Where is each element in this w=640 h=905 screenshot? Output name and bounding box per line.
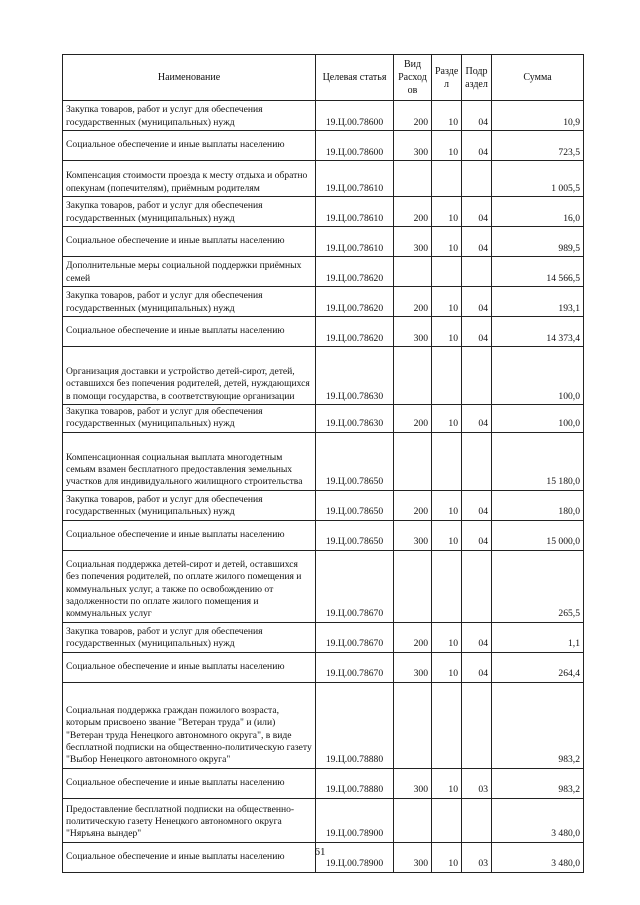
row-target-article: 19.Ц.00.78620 xyxy=(316,257,394,287)
row-name: Закупка товаров, работ и услуг для обеспечения государственных (муниципальных) нужд xyxy=(63,405,316,433)
row-target-article: 19.Ц.00.78650 xyxy=(316,490,394,520)
row-name: Закупка товаров, работ и услуг для обеспечения государственных (муниципальных) нужд xyxy=(63,101,316,131)
table-row xyxy=(63,550,584,622)
row-target-article: 19.Ц.00.78610 xyxy=(316,161,394,197)
table-body xyxy=(63,101,584,873)
row-name: Социальное обеспечение и иные выплаты населению xyxy=(63,842,316,872)
row-subsection: 04 xyxy=(462,317,492,347)
row-subsection xyxy=(462,682,492,768)
row-target-article: 19.Ц.00.78670 xyxy=(316,622,394,652)
row-expense-type: 300 xyxy=(394,227,432,257)
row-expense-type: 300 xyxy=(394,317,432,347)
row-subsection xyxy=(462,432,492,490)
table-row xyxy=(63,197,584,227)
budget-table xyxy=(62,54,584,873)
row-expense-type: 300 xyxy=(394,768,432,798)
table-header-row xyxy=(63,55,584,101)
header-target-article: Целевая статья xyxy=(316,55,394,101)
row-expense-type xyxy=(394,550,432,622)
table-row xyxy=(63,520,584,550)
row-subsection: 04 xyxy=(462,197,492,227)
row-sum: 100,0 xyxy=(492,405,584,433)
row-target-article: 19.Ц.00.78620 xyxy=(316,287,394,317)
row-target-article: 19.Ц.00.78650 xyxy=(316,432,394,490)
row-sum: 989,5 xyxy=(492,227,584,257)
row-expense-type: 200 xyxy=(394,101,432,131)
row-subsection: 04 xyxy=(462,490,492,520)
row-section: 10 xyxy=(432,490,462,520)
row-expense-type xyxy=(394,682,432,768)
table-row xyxy=(63,768,584,798)
row-section: 10 xyxy=(432,652,462,682)
row-subsection: 03 xyxy=(462,842,492,872)
row-sum: 14 566,5 xyxy=(492,257,584,287)
row-section: 10 xyxy=(432,842,462,872)
header-subsection: Подр аздел xyxy=(462,55,492,101)
row-section: 10 xyxy=(432,131,462,161)
header-sum: Сумма xyxy=(492,55,584,101)
row-subsection xyxy=(462,550,492,622)
row-name: Предоставление бесплатной подписки на общественно-политическую газету Ненецкого автономного округа "Няръяна вындер" xyxy=(63,798,316,842)
row-expense-type: 200 xyxy=(394,197,432,227)
header-section: Разде л xyxy=(432,55,462,101)
row-sum: 3 480,0 xyxy=(492,798,584,842)
row-name: Компенсация стоимости проезда к месту отдыха и обратно опекунам (попечителям), приёмным родителям xyxy=(63,161,316,197)
row-target-article: 19.Ц.00.78610 xyxy=(316,197,394,227)
row-expense-type xyxy=(394,257,432,287)
row-subsection: 04 xyxy=(462,287,492,317)
row-target-article: 19.Ц.00.78630 xyxy=(316,347,394,405)
row-name: Организация доставки и устройство детей-сирот, детей, оставшихся без попечения родителей, детей, нуждающихся в помощи государства, в соответствующие организации xyxy=(63,347,316,405)
row-name: Закупка товаров, работ и услуг для обеспечения государственных (муниципальных) нужд xyxy=(63,490,316,520)
row-section: 10 xyxy=(432,197,462,227)
row-expense-type: 300 xyxy=(394,652,432,682)
row-name: Социальное обеспечение и иные выплаты населению xyxy=(63,131,316,161)
row-section xyxy=(432,347,462,405)
row-section xyxy=(432,550,462,622)
row-expense-type: 300 xyxy=(394,131,432,161)
row-name: Социальное обеспечение и иные выплаты населению xyxy=(63,317,316,347)
row-target-article: 19.Ц.00.78610 xyxy=(316,227,394,257)
table-row xyxy=(63,257,584,287)
table-row xyxy=(63,405,584,433)
row-sum: 100,0 xyxy=(492,347,584,405)
row-subsection: 04 xyxy=(462,652,492,682)
row-subsection xyxy=(462,161,492,197)
row-sum: 193,1 xyxy=(492,287,584,317)
row-subsection: 04 xyxy=(462,520,492,550)
table-row xyxy=(63,682,584,768)
page-number: 61 xyxy=(314,846,326,858)
table-row xyxy=(63,652,584,682)
row-expense-type xyxy=(394,432,432,490)
row-sum: 10,9 xyxy=(492,101,584,131)
row-target-article: 19.Ц.00.78670 xyxy=(316,652,394,682)
row-section: 10 xyxy=(432,287,462,317)
row-section: 10 xyxy=(432,520,462,550)
row-target-article: 19.Ц.00.78880 xyxy=(316,768,394,798)
row-expense-type: 300 xyxy=(394,520,432,550)
row-expense-type: 200 xyxy=(394,490,432,520)
row-expense-type: 200 xyxy=(394,287,432,317)
row-expense-type: 200 xyxy=(394,622,432,652)
header-name: Наименование xyxy=(63,55,316,101)
row-target-article: 19.Ц.00.78670 xyxy=(316,550,394,622)
row-sum: 180,0 xyxy=(492,490,584,520)
row-subsection: 04 xyxy=(462,405,492,433)
row-subsection xyxy=(462,798,492,842)
row-target-article: 19.Ц.00.78900 xyxy=(316,798,394,842)
row-name: Социальная поддержка детей-сирот и детей, оставшихся без попечения родителей, по оплате жилого помещения и коммунальных услуг, а также по освобождению от задолженности по оплате жилого помещения и коммунальных услуг xyxy=(63,550,316,622)
table-row xyxy=(63,161,584,197)
row-sum: 15 180,0 xyxy=(492,432,584,490)
table-row xyxy=(63,490,584,520)
row-name: Социальное обеспечение и иные выплаты населению xyxy=(63,227,316,257)
row-section: 10 xyxy=(432,768,462,798)
row-sum: 1,1 xyxy=(492,622,584,652)
row-name: Закупка товаров, работ и услуг для обеспечения государственных (муниципальных) нужд xyxy=(63,287,316,317)
row-section xyxy=(432,161,462,197)
row-section: 10 xyxy=(432,227,462,257)
row-subsection xyxy=(462,347,492,405)
row-sum: 16,0 xyxy=(492,197,584,227)
row-name: Закупка товаров, работ и услуг для обеспечения государственных (муниципальных) нужд xyxy=(63,197,316,227)
row-subsection: 04 xyxy=(462,101,492,131)
row-target-article: 19.Ц.00.78650 xyxy=(316,520,394,550)
row-sum: 15 000,0 xyxy=(492,520,584,550)
table-row xyxy=(63,101,584,131)
row-section xyxy=(432,432,462,490)
row-name: Дополнительные меры социальной поддержки приёмных семей xyxy=(63,257,316,287)
row-section xyxy=(432,257,462,287)
row-sum: 14 373,4 xyxy=(492,317,584,347)
row-section: 10 xyxy=(432,622,462,652)
row-subsection: 03 xyxy=(462,768,492,798)
row-name: Компенсационная социальная выплата многодетным семьям взамен бесплатного предоставления земельных участков для индивидуального жилищного строительства xyxy=(63,432,316,490)
row-target-article: 19.Ц.00.78880 xyxy=(316,682,394,768)
row-name: Социальное обеспечение и иные выплаты населению xyxy=(63,652,316,682)
row-subsection: 04 xyxy=(462,227,492,257)
table-row xyxy=(63,131,584,161)
row-name: Социальное обеспечение и иные выплаты населению xyxy=(63,768,316,798)
row-name: Социальное обеспечение и иные выплаты населению xyxy=(63,520,316,550)
budget-table-container xyxy=(62,54,583,873)
table-row xyxy=(63,227,584,257)
row-expense-type xyxy=(394,161,432,197)
row-target-article: 19.Ц.00.78630 xyxy=(316,405,394,433)
row-sum: 264,4 xyxy=(492,652,584,682)
row-section xyxy=(432,798,462,842)
row-name: Закупка товаров, работ и услуг для обеспечения государственных (муниципальных) нужд xyxy=(63,622,316,652)
row-sum: 983,2 xyxy=(492,682,584,768)
row-target-article: 19.Ц.00.78900 xyxy=(316,842,394,872)
table-row xyxy=(63,798,584,842)
row-subsection: 04 xyxy=(462,131,492,161)
row-section: 10 xyxy=(432,101,462,131)
row-name: Социальная поддержка граждан пожилого возраста, которым присвоено звание "Ветеран труда" и (или) "Ветеран труда Ненецкого автономного округа", в виде бесплатной подписки на общественно-политическую газету "Выбор Ненецкого автономного округа" xyxy=(63,682,316,768)
row-expense-type xyxy=(394,347,432,405)
header-expense-type: Вид Расход ов xyxy=(394,55,432,101)
row-target-article: 19.Ц.00.78620 xyxy=(316,317,394,347)
row-sum: 3 480,0 xyxy=(492,842,584,872)
row-sum: 723,5 xyxy=(492,131,584,161)
table-row xyxy=(63,622,584,652)
table-row xyxy=(63,432,584,490)
table-row xyxy=(63,287,584,317)
table-row xyxy=(63,347,584,405)
table-row xyxy=(63,317,584,347)
row-sum: 1 005,5 xyxy=(492,161,584,197)
row-expense-type: 300 xyxy=(394,842,432,872)
row-sum: 983,2 xyxy=(492,768,584,798)
row-subsection: 04 xyxy=(462,622,492,652)
row-section: 10 xyxy=(432,405,462,433)
row-expense-type xyxy=(394,798,432,842)
row-expense-type: 200 xyxy=(394,405,432,433)
row-section xyxy=(432,682,462,768)
row-target-article: 19.Ц.00.78600 xyxy=(316,101,394,131)
row-subsection xyxy=(462,257,492,287)
row-sum: 265,5 xyxy=(492,550,584,622)
row-section: 10 xyxy=(432,317,462,347)
row-target-article: 19.Ц.00.78600 xyxy=(316,131,394,161)
